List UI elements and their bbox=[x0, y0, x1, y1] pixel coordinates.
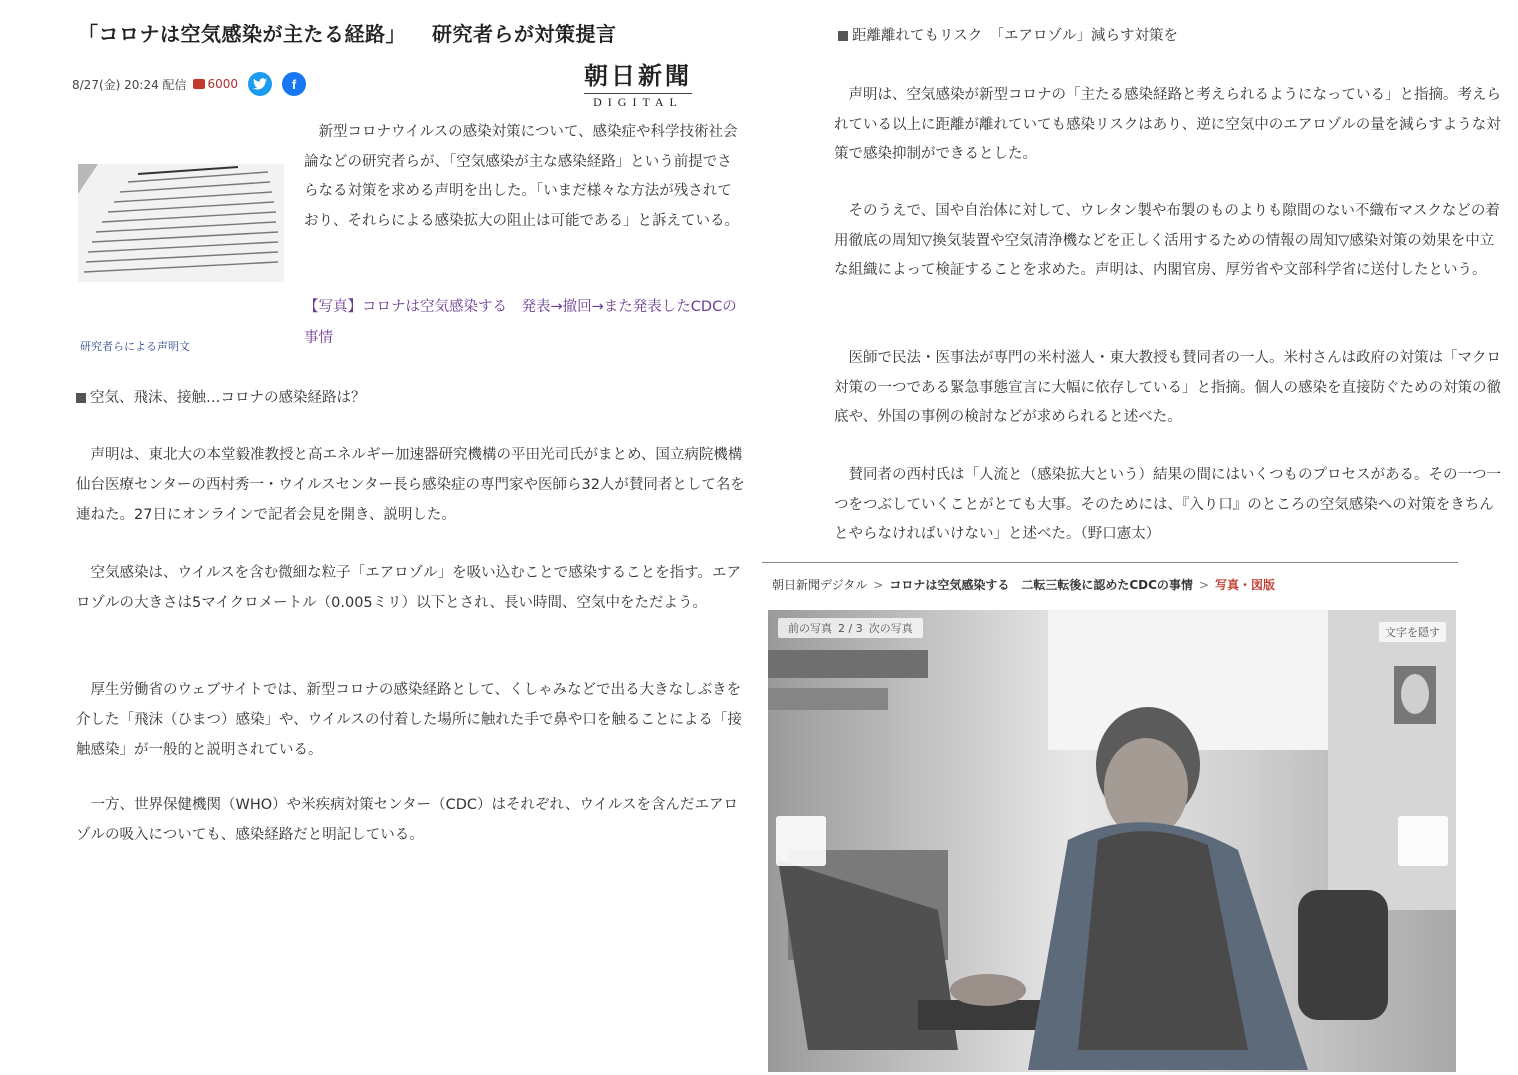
comment-count: 6000 bbox=[207, 77, 239, 91]
breadcrumb-home[interactable]: 朝日新聞デジタル bbox=[772, 578, 868, 592]
right-paragraph bbox=[834, 461, 1506, 550]
facebook-share-icon[interactable]: f bbox=[282, 72, 306, 96]
next-photo-button[interactable]: 次の写真 bbox=[868, 622, 913, 635]
hide-text-button[interactable]: 文字を隠す bbox=[1379, 622, 1446, 642]
chevron-right-icon: > bbox=[1198, 578, 1209, 592]
right-paragraph bbox=[834, 344, 1506, 433]
right-paragraph bbox=[834, 197, 1506, 286]
photo-counter: 2 / 3 bbox=[838, 622, 863, 635]
logo-en: DIGITAL bbox=[584, 93, 692, 110]
chevron-right-icon: > bbox=[873, 578, 884, 592]
paragraph-text: 賛同者の西村氏は「人流と（感染拡大という）結果の間にはいくつものプロセスがある。その一つ一つをつぶしていくことがとても大事。そのためには、『入り口』のところの空気感染への対策をきちんとやらなければいけない」と述べた。（野口憲太） bbox=[834, 467, 1501, 542]
asahi-digital-logo bbox=[584, 56, 692, 110]
paragraph-text: 医師で民法・医事法が専門の米村滋人・東大教授も賛同者の一人。米村さんは政府の対策は「マクロ対策の一つである緊急事態宣言に大幅に依存している」と指摘。個人の感染を直接防ぐための対策の徹底や、外国の事例の検討などが求められると述べた。 bbox=[834, 350, 1501, 425]
photo-viewer[interactable] bbox=[768, 610, 1456, 1072]
photo-researcher-at-laptop bbox=[768, 610, 1456, 1072]
square-bullet-icon bbox=[838, 31, 848, 41]
left-paragraph bbox=[76, 790, 746, 850]
prev-photo-button[interactable]: 前の写真 bbox=[788, 622, 832, 635]
article-meta bbox=[72, 72, 306, 96]
related-photo-link[interactable]: 【写真】コロナは空気感染する 発表→撤回→また発表したCDCの事情 bbox=[304, 299, 737, 346]
paragraph-text: 声明は、空気感染が新型コロナの「主たる感染経路と考えられるようになっている」と指摘。考えられている以上に距離が離れていても感染リスクはあり、逆に空気中のエアロゾルの量を減らすような対策で感染抑制ができるとした。 bbox=[834, 87, 1501, 162]
square-bullet-icon bbox=[76, 393, 86, 403]
breadcrumb-current: 写真・図版 bbox=[1214, 578, 1275, 592]
next-arrow-button[interactable] bbox=[1398, 816, 1448, 866]
lead-photo-caption: 研究者らによる声明文 bbox=[80, 340, 190, 353]
headline-title: 「コロナは空気感染が主たる経路」 bbox=[78, 22, 406, 46]
breadcrumb-article[interactable]: コロナは空気感染する 二転三転後に認めたCDCの事情 bbox=[889, 578, 1193, 592]
headline bbox=[78, 18, 617, 47]
twitter-share-icon[interactable] bbox=[248, 72, 272, 96]
paragraph-text: 空気感染は、ウイルスを含む微細な粒子「エアロゾル」を吸い込むことで感染することを指す。エアロゾルの大きさは5マイクロメートル（0.005ミリ）以下とされ、長い時間、空気中をただよう。 bbox=[76, 565, 741, 611]
comment-icon bbox=[193, 79, 205, 89]
paragraph-text: 声明は、東北大の本堂毅准教授と高エネルギー加速器研究機構の平田光司氏がまとめ、国立病院機構仙台医療センターの西村秀一・ウイルスセンター長ら感染症の専門家や医師ら32人が賛同者として名を連ねた。27日にオンラインで記者会見を開き、説明した。 bbox=[76, 447, 745, 523]
breadcrumb bbox=[772, 576, 1275, 593]
publish-datetime: 8/27(金) 20:24 配信 bbox=[72, 77, 187, 92]
left-paragraph bbox=[76, 558, 746, 618]
intro-paragraph: 新型コロナウイルスの感染対策について、感染症や科学技術社会論などの研究者らが、「空気感染が主な感染経路」という前提でさらなる対策を求める声明を出した。「いまだ様々な方法が残されており、それらによる感染拡大の阻止は可能である」と訴えている。 bbox=[304, 124, 739, 229]
right-paragraph bbox=[834, 81, 1506, 170]
photo-pager bbox=[778, 618, 923, 638]
paragraph-text: 一方、世界保健機関（WHO）や米疾病対策センター（CDC）はそれぞれ、ウイルスを含んだエアロゾルの吸入についても、感染経路だと明記している。 bbox=[76, 797, 738, 843]
logo-jp: 朝日新聞 bbox=[584, 61, 692, 90]
right-section-heading bbox=[838, 24, 1178, 45]
left-paragraph bbox=[76, 675, 746, 765]
paragraph-text: 厚生労働省のウェブサイトでは、新型コロナの感染経路として、くしゃみなどで出る大きなしぶきを介した「飛沫（ひまつ）感染」や、ウイルスの付着した場所に触れた手で鼻や口を触ることによる「接触感染」が一般的と説明されている。 bbox=[76, 682, 742, 758]
comment-link[interactable] bbox=[193, 77, 239, 91]
left-paragraph bbox=[76, 440, 746, 530]
left-section-heading bbox=[76, 386, 366, 407]
right-section-heading-text: 距離離れてもリスク 「エアロゾル」減らす対策を bbox=[852, 28, 1178, 44]
statement-document-photo[interactable] bbox=[78, 164, 284, 282]
prev-arrow-button[interactable] bbox=[776, 816, 826, 866]
paragraph-text: そのうえで、国や自治体に対して、ウレタン製や布製のものよりも隙間のない不織布マスクなどの着用徹底の周知▽換気装置や空気清浄機などを正しく活用するための情報の周知▽感染対策の効果を中立な組織によって検証することを求めた。声明は、内閣官房、厚労省や文部科学省に送付したという。 bbox=[834, 203, 1500, 278]
headline-subtitle: 研究者らが対策提言 bbox=[432, 22, 617, 46]
divider bbox=[762, 562, 1458, 563]
left-section-heading-text: 空気、飛沫、接触…コロナの感染経路は？ bbox=[90, 390, 366, 406]
